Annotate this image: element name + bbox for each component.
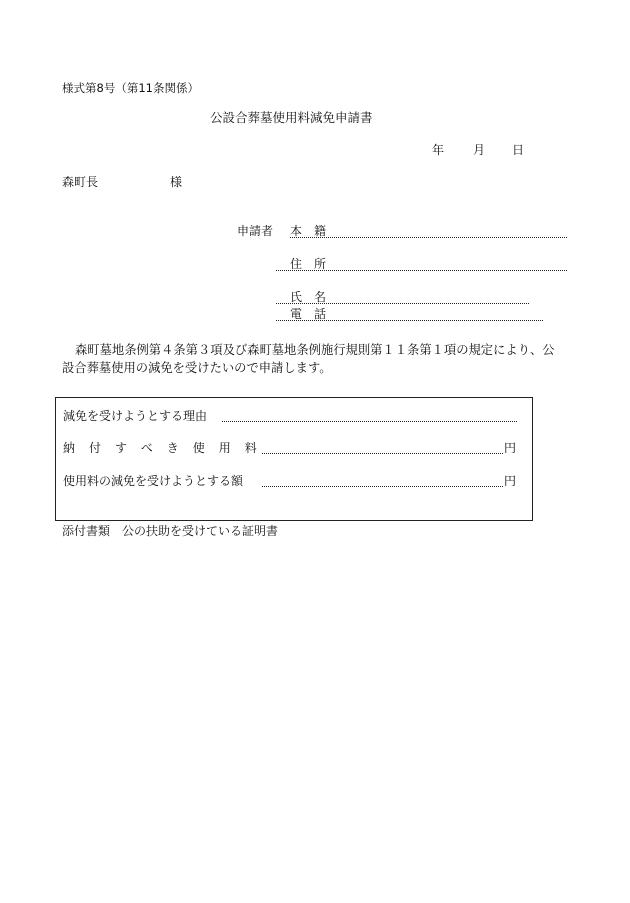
- honseki-label: 本 籍: [290, 224, 327, 238]
- name-line: [276, 303, 529, 304]
- reduction-unit: 円: [504, 474, 517, 488]
- fee-label: 納付すべき使用料: [63, 441, 271, 455]
- address-label: 住 所: [290, 257, 327, 271]
- honseki-line: [290, 237, 567, 238]
- attachment-note: 添付書類 公の扶助を受けている証明書: [62, 524, 279, 538]
- phone-label: 電 話: [290, 307, 327, 321]
- addressee-name: 森町長: [62, 175, 99, 189]
- form-number: 様式第8号（第11条関係）: [62, 81, 199, 95]
- date-month: 月: [473, 143, 486, 157]
- name-label: 氏 名: [290, 290, 327, 304]
- reduction-line: [262, 486, 503, 487]
- reduction-label: 使用料の減免を受けようとする額: [63, 474, 244, 488]
- applicant-label: 申請者: [237, 224, 274, 238]
- fee-line: [262, 453, 503, 454]
- reason-line: [222, 421, 517, 422]
- phone-line: [276, 320, 543, 321]
- document-title: 公設合葬墓使用料減免申請書: [210, 110, 373, 125]
- fee-unit: 円: [504, 441, 517, 455]
- reason-label: 減免を受けようとする理由: [63, 409, 208, 423]
- body-paragraph: 森町墓地条例第４条第３項及び森町墓地条例施行規則第１１条第１項の規定により、公設合葬墓使用の減免を受けたいので申請します。: [62, 343, 555, 375]
- date-year: 年: [432, 143, 445, 157]
- date-day: 日: [512, 143, 525, 157]
- address-line: [276, 270, 567, 271]
- addressee-honorific: 様: [170, 175, 183, 189]
